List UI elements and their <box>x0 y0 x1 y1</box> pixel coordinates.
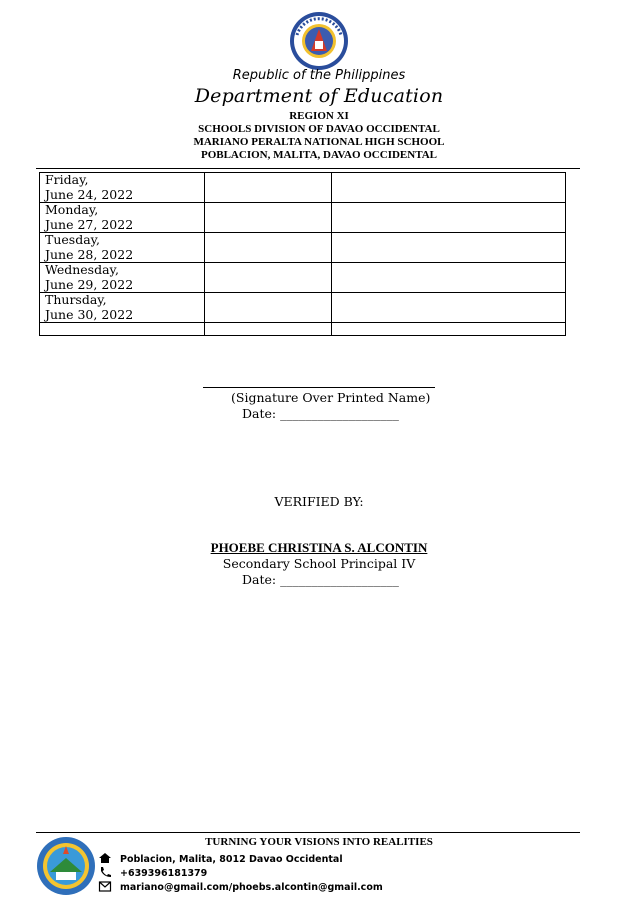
table-cell <box>40 323 205 336</box>
date-cell <box>40 203 205 233</box>
table-cell <box>205 233 332 263</box>
signature-line <box>203 387 435 388</box>
date-cell <box>40 293 205 323</box>
email-text: mariano@gmail.com/phoebs.alcontin@gmail.com <box>120 882 383 893</box>
table-cell <box>205 323 332 336</box>
table-row <box>40 203 566 233</box>
table-row <box>40 293 566 323</box>
signature-caption: (Signature Over Printed Name) <box>231 390 431 405</box>
table-cell <box>332 263 566 293</box>
day-label: Monday, <box>45 202 99 217</box>
email-icon <box>98 880 112 892</box>
date-label: June 28, 2022 <box>45 246 134 262</box>
day-label: Wednesday, <box>45 262 119 277</box>
division-heading: SCHOOLS DIVISION OF DAVAO OCCIDENTAL <box>198 123 440 135</box>
deped-seal-icon <box>289 11 349 71</box>
day-label: Friday, <box>45 172 89 187</box>
table-row <box>40 173 566 203</box>
table-row <box>40 263 566 293</box>
region-heading: REGION XI <box>289 110 349 122</box>
table-cell <box>205 173 332 203</box>
table-cell <box>205 293 332 323</box>
table-row <box>40 323 566 336</box>
header-divider <box>36 168 580 169</box>
footer-divider <box>36 832 580 833</box>
day-label: Thursday, <box>45 292 107 307</box>
table-cell <box>205 203 332 233</box>
date-label: June 30, 2022 <box>45 306 134 322</box>
school-logo-icon <box>36 836 96 896</box>
date-cell <box>40 263 205 293</box>
footer-address <box>98 852 343 865</box>
table-cell <box>332 323 566 336</box>
footer-motto: TURNING YOUR VISIONS INTO REALITIES <box>205 836 433 848</box>
date-label: June 24, 2022 <box>45 186 134 202</box>
table-cell <box>332 233 566 263</box>
principal-name: PHOEBE CHRISTINA S. ALCONTIN <box>210 540 428 555</box>
signature-date: Date: ___________________ <box>242 406 399 421</box>
phone-icon <box>98 866 112 878</box>
verified-by-label: VERIFIED BY: <box>274 494 364 509</box>
schedule-table <box>39 172 566 336</box>
footer-phone <box>98 866 207 879</box>
home-icon <box>98 852 112 864</box>
table-cell <box>332 173 566 203</box>
republic-heading: Republic of the Philippines <box>232 68 406 83</box>
date-cell <box>40 173 205 203</box>
table-cell <box>332 293 566 323</box>
verification-date: Date: ___________________ <box>242 572 399 587</box>
table-row <box>40 233 566 263</box>
address-text: Poblacion, Malita, 8012 Davao Occidental <box>120 854 343 865</box>
address-heading: POBLACION, MALITA, DAVAO OCCIDENTAL <box>200 149 438 161</box>
table-cell <box>205 263 332 293</box>
principal-position: Secondary School Principal IV <box>222 556 416 571</box>
footer-email <box>98 880 383 893</box>
phone-text: +639396181379 <box>120 868 208 879</box>
date-label: June 27, 2022 <box>45 216 134 232</box>
date-cell <box>40 233 205 263</box>
department-heading: Department of Education <box>194 85 444 107</box>
school-heading: MARIANO PERALTA NATIONAL HIGH SCHOOL <box>193 136 445 148</box>
day-label: Tuesday, <box>45 232 101 247</box>
date-label: June 29, 2022 <box>45 276 134 292</box>
table-cell <box>332 203 566 233</box>
